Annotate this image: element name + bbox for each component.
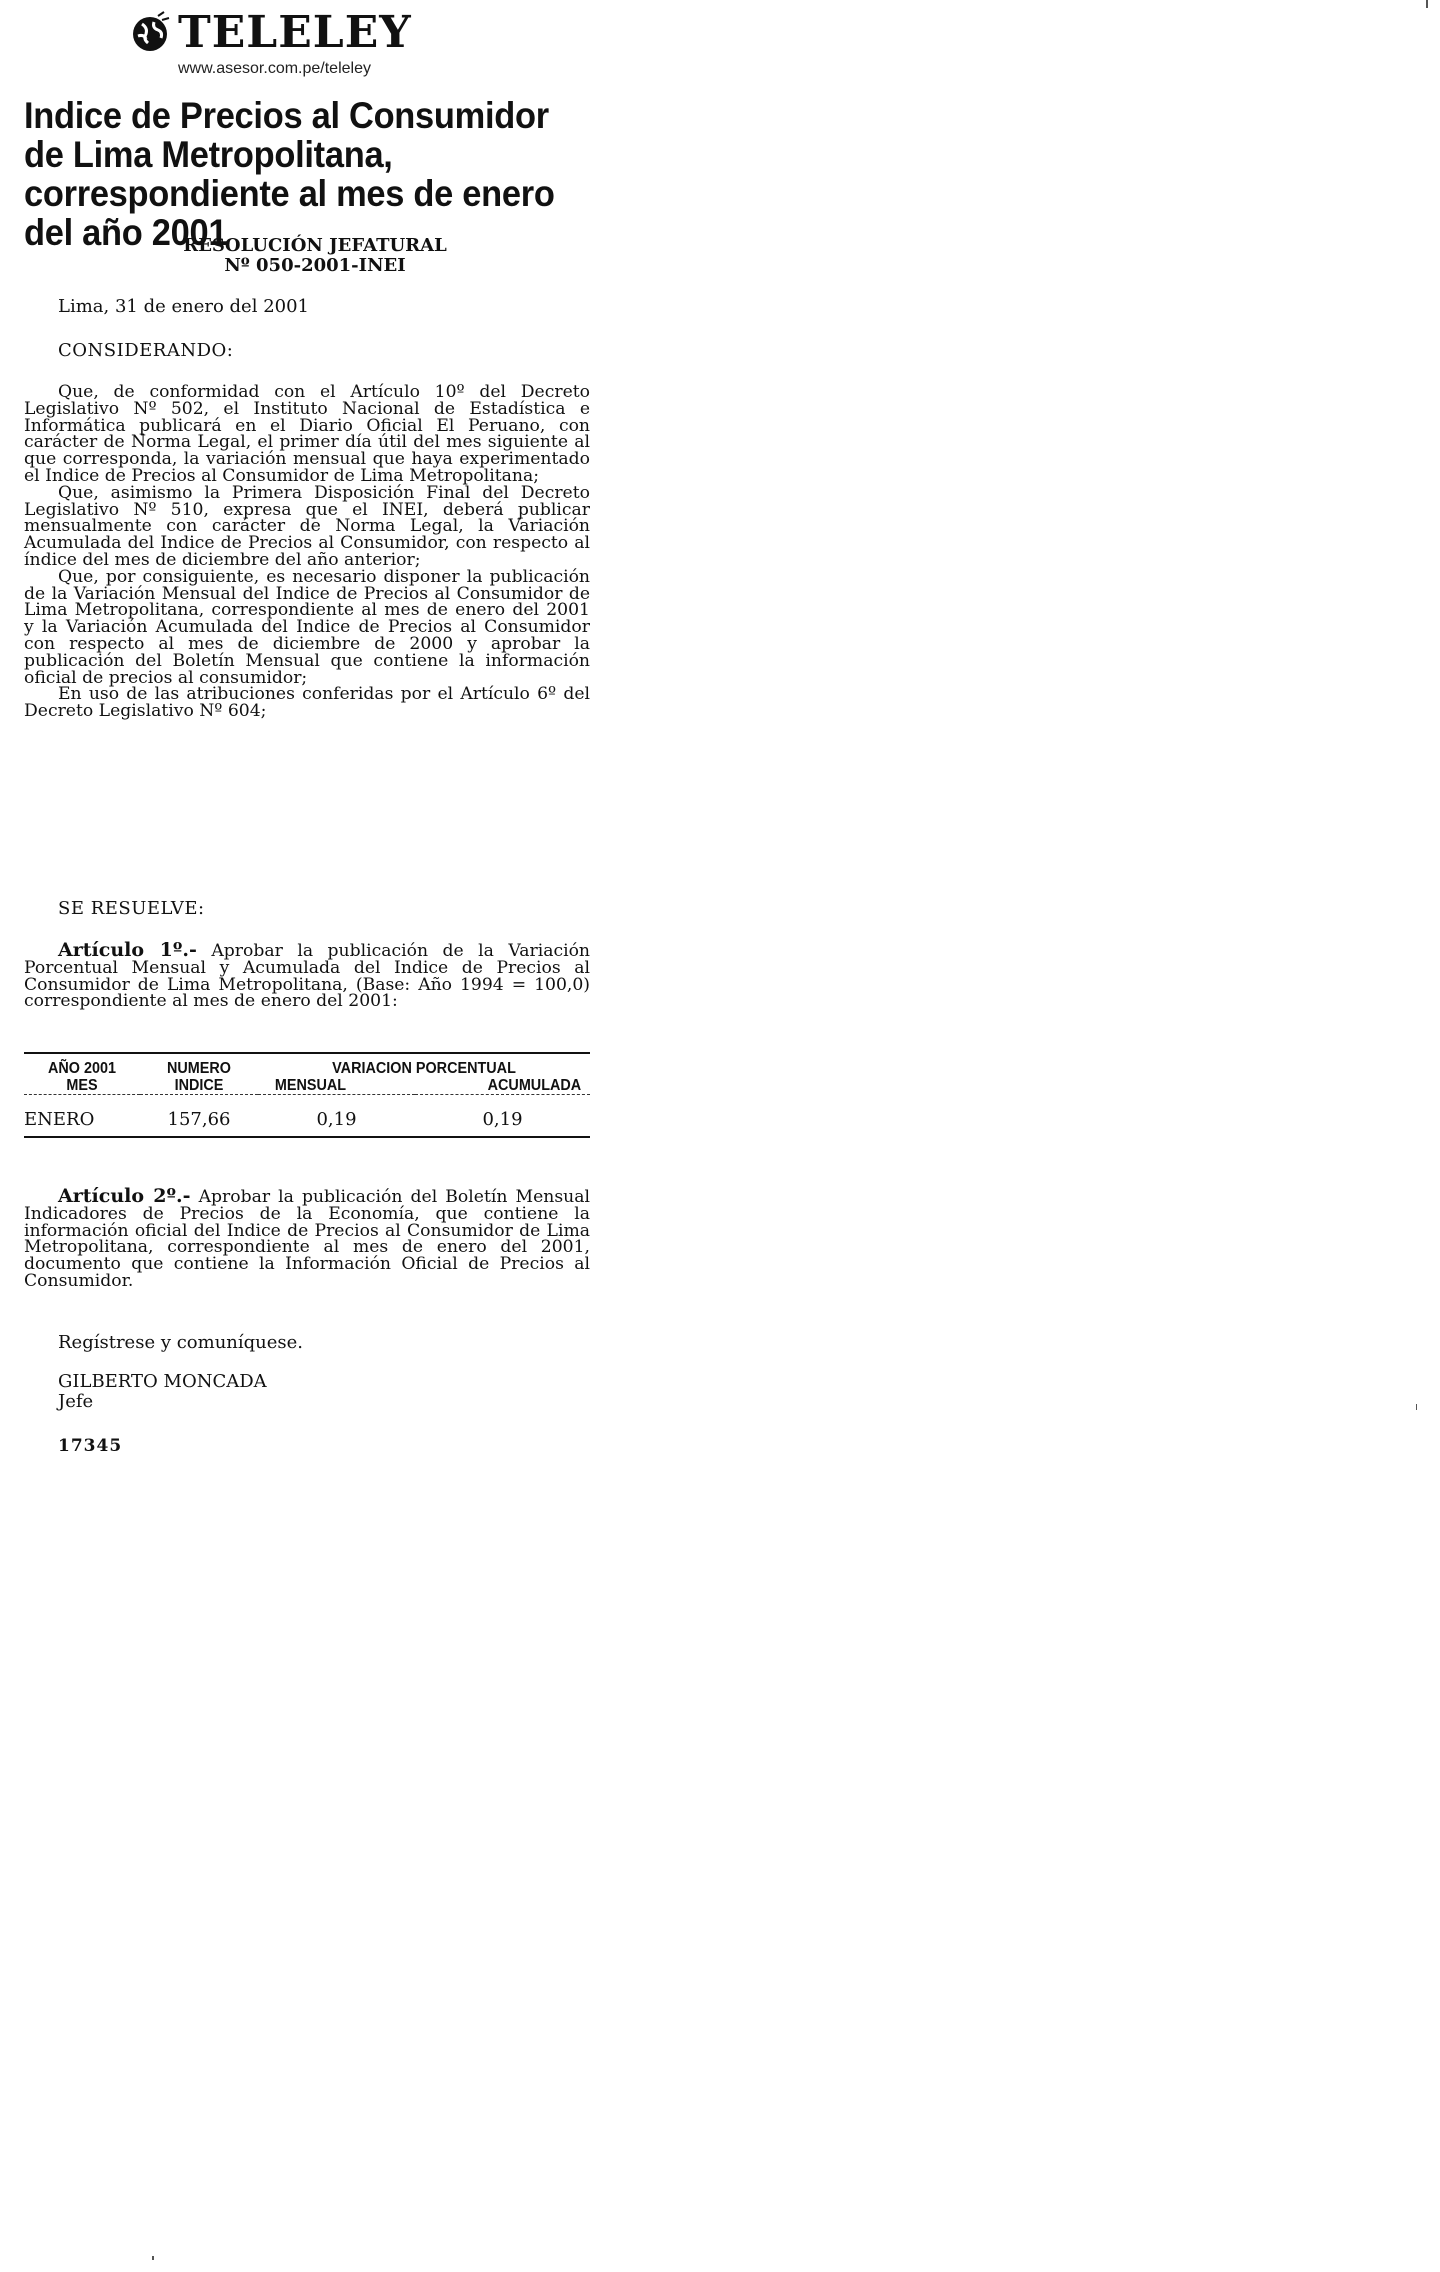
resolution-heading: [24, 236, 590, 276]
considerando-label: CONSIDERANDO:: [58, 340, 234, 361]
dateline: Lima, 31 de enero del 2001: [58, 296, 309, 317]
header-mes: AÑO 2001 MES: [47, 1060, 117, 1094]
scan-speck: [152, 2256, 154, 2260]
considerando-body: [24, 384, 590, 720]
article-1-label: Artículo 1º.-: [58, 939, 197, 961]
cell-mes: ENERO: [24, 1109, 95, 1130]
signer-block: [58, 1372, 267, 1412]
article-2: [24, 1185, 590, 1291]
globe-icon: [128, 10, 172, 54]
considerando-paragraph: Que, asimismo la Primera Disposición Final del Decreto Legislativo Nº 510, expresa que el INEI, deberá publicar mensualmente con carácter de Norma Legal, la Variación Acumulada del Indice de Precios al Consumidor, con respecto al índice del mes de diciembre del año anterior;: [24, 482, 590, 570]
resuelve-label: SE RESUELVE:: [58, 898, 205, 919]
header-variacion: VARIACION PORCENTUAL: [332, 1060, 516, 1077]
article-1-text: Aprobar la publicación de la Variación Porcentual Mensual y Acumulada del Indice de Precios al Consumidor de Lima Metropolitana, (Base: Año 1994 = 100,0) correspondiente al mes de enero del 2001:: [24, 941, 590, 1012]
signer-title: Jefe: [58, 1391, 94, 1412]
scan-speck: [1426, 0, 1428, 8]
table-header-row: [24, 1060, 590, 1077]
header-acumulada: ACUMULADA: [487, 1077, 582, 1094]
site-url: www.asesor.com.pe/teleley: [178, 60, 371, 77]
reference-number: 17345: [58, 1436, 123, 1456]
closing-formula: Regístrese y comuníquese.: [58, 1332, 304, 1353]
header-numero-indice: NUMERO INDICE: [166, 1060, 231, 1094]
logo-text: TELELEY: [178, 6, 412, 58]
considerando-paragraph: Que, de conformidad con el Artículo 10º del Decreto Legislativo Nº 502, el Instituto Nacional de Estadística e Informática publicará en el Diario Oficial El Peruano, con carácter de Norma Legal, el primer día útil del mes siguiente al que corresponda, la variación mensual que haya experimentado el Indice de Precios al Consumidor de Lima Metropolitana;: [24, 382, 590, 486]
cell-mensual: 0,19: [316, 1109, 357, 1130]
table-row: [24, 1105, 590, 1137]
considerando-paragraph: En uso de las atribuciones conferidas por el Artículo 6º del Decreto Legislativo Nº 604;: [24, 684, 590, 722]
article-2-text: Aprobar la publicación del Boletín Mensual Indicadores de Precios de la Economía, que contiene la información oficial del Indice de Precios al Consumidor de Lima Metropolitana, correspondiente al mes de enero del 2001, documento que contiene la Información Oficial de Precios al Consumidor.: [24, 1187, 590, 1291]
header-mensual: MENSUAL: [274, 1077, 347, 1094]
ipc-table: [24, 1052, 590, 1140]
logo: [128, 4, 488, 60]
cell-acumulada: 0,19: [482, 1109, 523, 1130]
resolution-title: RESOLUCIÓN JEFATURAL: [183, 235, 447, 256]
considerando-paragraph: Que, por consiguiente, es necesario disponer la publicación de la Variación Mensual del Indice de Precios al Consumidor de Lima Metropolitana, correspondiente al mes de enero del 2001 y la Variación Acumulada del Indice de Precios al Consumidor con respecto al mes de diciembre de 2000 y aprobar la publicación del Boletín Mensual que contiene la información oficial de precios al consumidor;: [24, 566, 590, 688]
article-2-label: Artículo 2º.-: [58, 1185, 191, 1207]
cell-indice: 157,66: [167, 1109, 231, 1130]
resolution-number: Nº 050-2001-INEI: [224, 255, 406, 276]
page-title: Indice de Precios al Consumidor de Lima Metropolitana, correspondiente al mes de enero del año 2001: [24, 95, 555, 253]
article-1: [24, 939, 590, 1012]
masthead: [128, 4, 488, 84]
scan-speck: [1416, 1404, 1417, 1410]
signer-name: GILBERTO MONCADA: [58, 1371, 267, 1392]
